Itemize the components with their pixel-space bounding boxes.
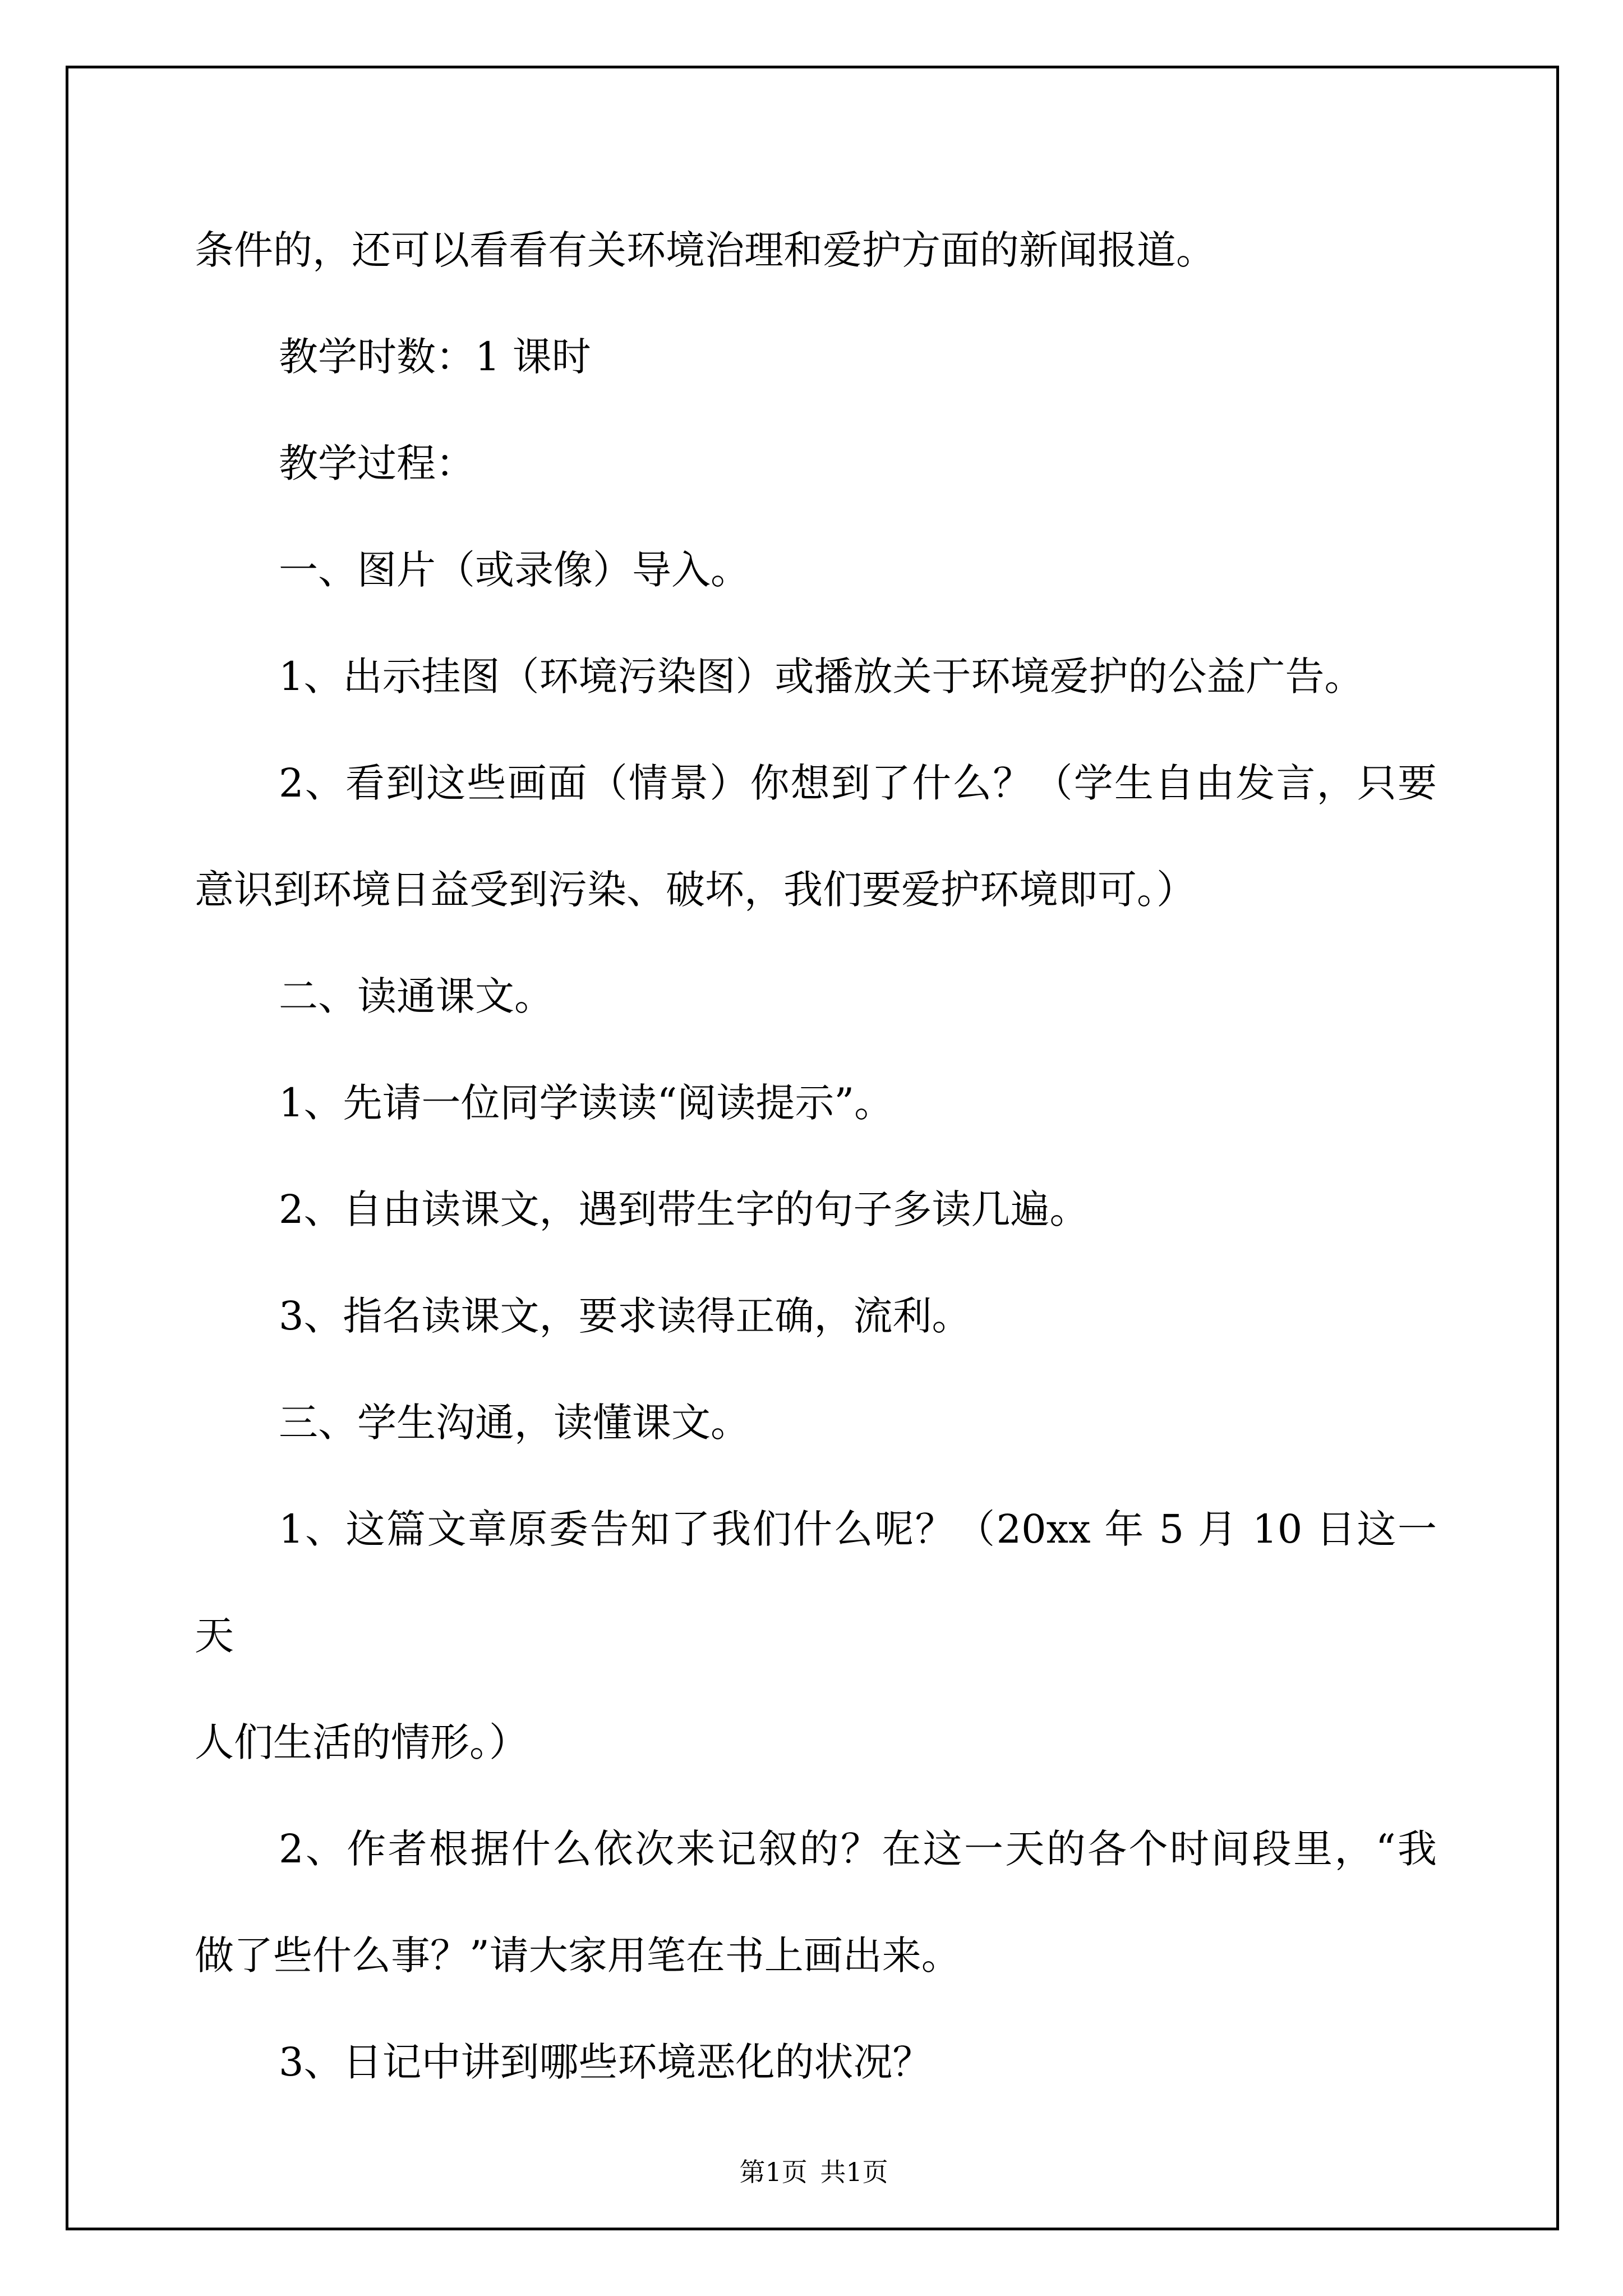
text-line: 人们生活的情形。） [195, 1719, 528, 1765]
text-line: 2、作者根据什么依次来记叙的？在这一天的各个时间段里，“我 [279, 1826, 1437, 1872]
page-number-label: 第1页 共1页 [739, 2157, 888, 2187]
text-line: 做了些什么事？”请大家用笔在书上画出来。 [195, 1932, 961, 1978]
text-line: 一、图片（或录像）导入。 [279, 547, 750, 593]
text-line: 3、指名读课文，要求读得正确，流利。 [279, 1293, 971, 1339]
text-line: 3、日记中讲到哪些环境恶化的状况？ [279, 2039, 932, 2085]
text-line: 1、出示挂图（环境污染图）或播放关于环境爱护的公益广告。 [279, 654, 1364, 700]
text-line: 1、这篇文章原委告知了我们什么呢？（20xx 年 5 月 10 日这一天 [195, 1506, 1437, 1659]
text-line: 1、先请一位同学读读“阅读提示”。 [279, 1080, 894, 1126]
text-line: 二、读通课文。 [279, 973, 554, 1019]
text-line: 三、学生沟通，读懂课文。 [279, 1400, 750, 1446]
text-line: 意识到环境日益受到污染、破坏，我们要爱护环境即可。） [195, 867, 1196, 913]
document-body [195, 197, 1437, 2115]
text-line: 教学过程： [279, 440, 475, 486]
page-footer [689, 2130, 888, 2214]
text-line: 2、自由读课文，遇到带生字的句子多读几遍。 [279, 1186, 1089, 1232]
text-line: 条件的，还可以看看有关环境治理和爱护方面的新闻报道。 [195, 227, 1215, 273]
text-line: 2、看到这些画面（情景）你想到了什么？（学生自由发言，只要 [279, 760, 1437, 806]
text-line: 教学时数：1 课时 [279, 334, 591, 380]
